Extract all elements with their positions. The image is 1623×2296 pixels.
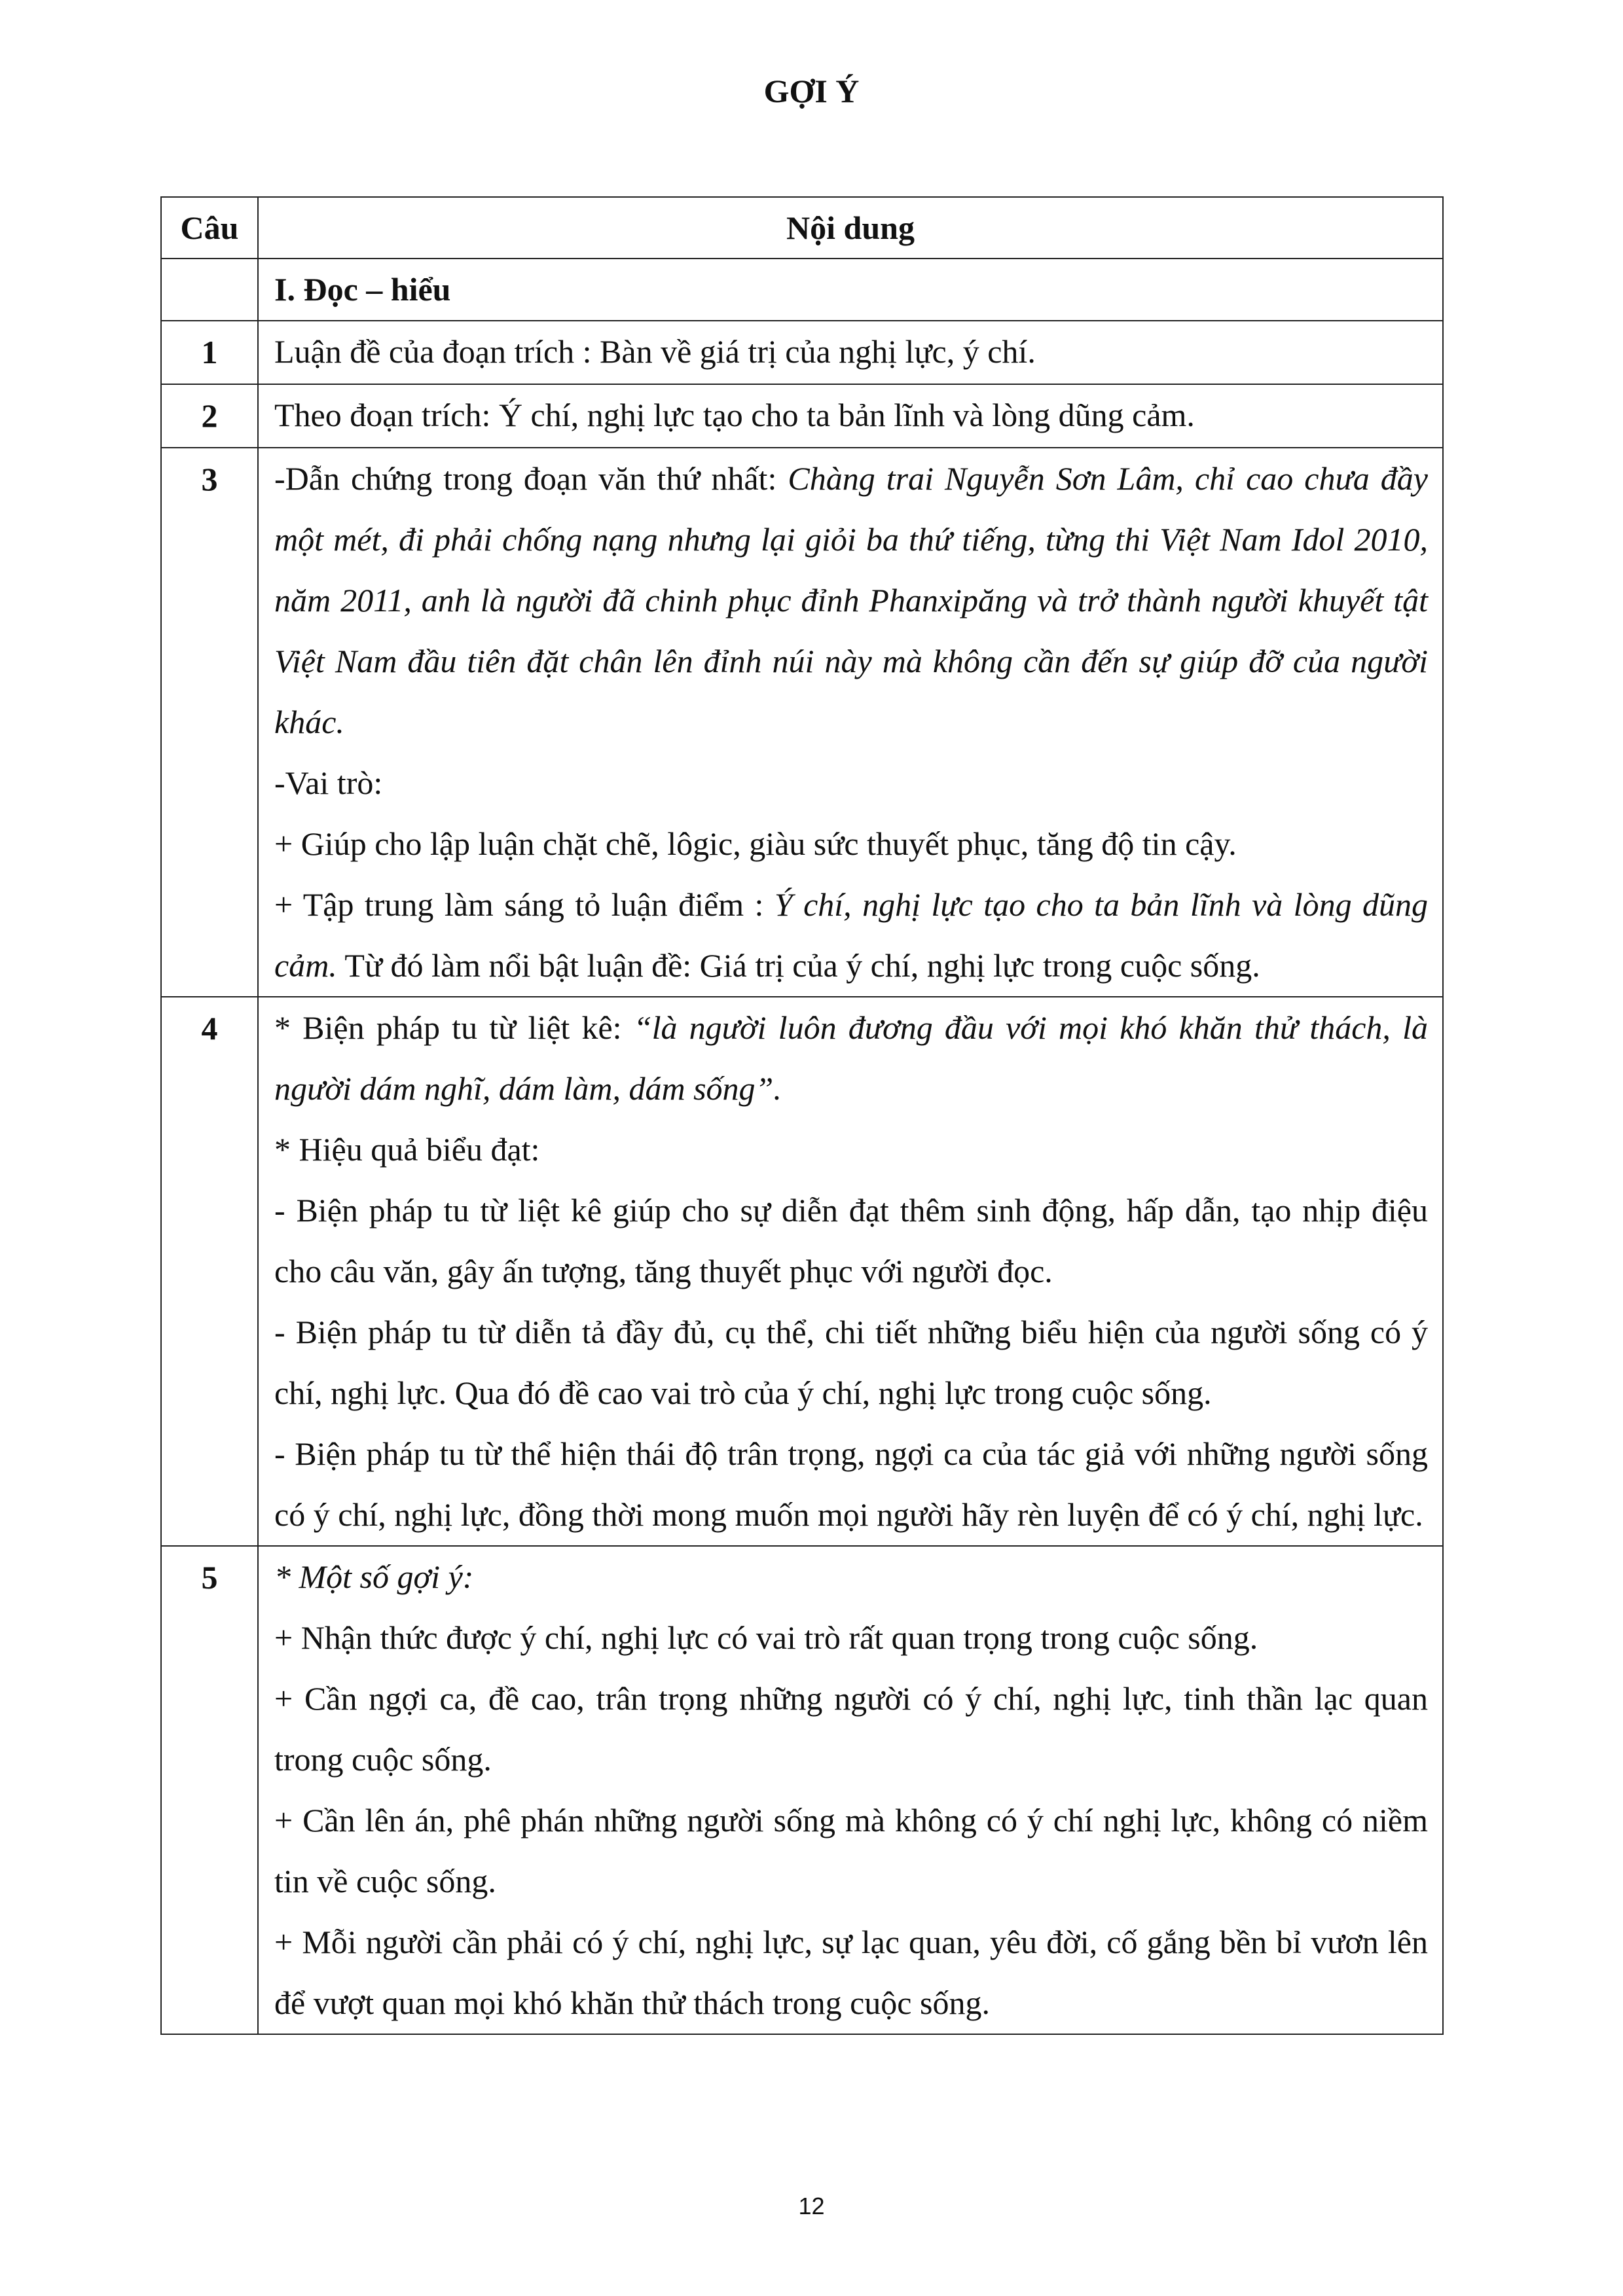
text-run: + Mỗi người cần phải có ý chí, nghị lực, sự lạc quan, yêu đời, cố gắng bền bỉ vươn lên để vượt quan mọi khó khăn thử thách trong cuộc sống. <box>274 1924 1428 2021</box>
question-number: 4 <box>161 997 258 1546</box>
answer-paragraph <box>274 1119 1428 1180</box>
question-number: 1 <box>161 321 258 384</box>
answer-paragraph <box>274 1790 1428 1912</box>
table-row <box>161 321 1443 384</box>
answer-content <box>258 1546 1443 2034</box>
table-header-row <box>161 197 1443 259</box>
question-number: 5 <box>161 1546 258 2034</box>
answer-paragraph <box>274 1424 1428 1545</box>
question-number: 2 <box>161 384 258 448</box>
table-row <box>161 997 1443 1546</box>
text-run: + Cần lên án, phê phán những người sống mà không có ý chí nghị lực, không có niềm tin về cuộc sống. <box>274 1802 1428 1899</box>
text-run: + Nhận thức được ý chí, nghị lực có vai trò rất quan trọng trong cuộc sống. <box>274 1619 1258 1656</box>
answer-paragraph <box>274 814 1428 874</box>
text-run: Từ đó làm nổi bật luận đề: Giá trị của ý chí, nghị lực trong cuộc sống. <box>337 947 1260 984</box>
answer-paragraph <box>274 1547 1428 1607</box>
answer-table <box>160 196 1444 2035</box>
page-number: 12 <box>798 2193 825 2219</box>
table-row <box>161 448 1443 997</box>
section-row <box>161 259 1443 321</box>
column-header-cau: Câu <box>161 197 258 259</box>
text-run: * Biện pháp tu từ liệt kê: <box>274 1009 634 1046</box>
answer-paragraph <box>274 448 1428 753</box>
table-row <box>161 1546 1443 2034</box>
text-run: -Dẫn chứng trong đoạn văn thứ nhất: <box>274 460 788 497</box>
text-run: Luận đề của đoạn trích : Bàn về giá trị của nghị lực, ý chí. <box>274 333 1036 370</box>
text-run: -Vai trò: <box>274 764 383 801</box>
answer-paragraph <box>274 997 1428 1119</box>
text-run: + Cần ngợi ca, đề cao, trân trọng những người có ý chí, nghị lực, tinh thần lạc quan trong cuộc sống. <box>274 1680 1428 1778</box>
answer-content <box>258 321 1443 384</box>
column-header-noi-dung: Nội dung <box>258 197 1443 259</box>
text-run: - Biện pháp tu từ diễn tả đầy đủ, cụ thể, chi tiết những biểu hiện của người sống có ý chí, nghị lực. Qua đó đề cao vai trò của ý chí, nghị lực trong cuộc sống. <box>274 1314 1428 1411</box>
answer-paragraph <box>274 1668 1428 1790</box>
section-num-cell <box>161 259 258 321</box>
italic-text: * Một số gợi ý: <box>274 1558 474 1595</box>
text-run: * Hiệu quả biểu đạt: <box>274 1131 540 1168</box>
text-run: + Tập trung làm sáng tỏ luận điểm : <box>274 886 775 923</box>
text-run: - Biện pháp tu từ thể hiện thái độ trân trọng, ngợi ca của tác giả với những người sống có ý chí, nghị lực, đồng thời mong muốn mọi người hãy rèn luyện để có ý chí, nghị lực. <box>274 1435 1428 1533</box>
section-label: I. Đọc – hiểu <box>258 259 1443 321</box>
italic-text: Chàng trai Nguyễn Sơn Lâm, chỉ cao chưa đầy một mét, đi phải chống nạng nhưng lại giỏi ba thứ tiếng, từng thi Việt Nam Idol 2010, năm 2011, anh là người đã chinh phục đỉnh Phanxipăng và trở thành người khuyết tật Việt Nam đầu tiên đặt chân lên đỉnh núi này mà không cần đến sự giúp đỡ của người khác. <box>274 460 1428 740</box>
answer-content <box>258 384 1443 448</box>
answer-paragraph <box>274 385 1428 446</box>
italic-text: Ý chí, nghị lực tạo cho ta bản lĩnh và lòng dũng cảm. <box>274 886 1428 984</box>
answer-paragraph <box>274 1302 1428 1424</box>
italic-text: “là người luôn đương đầu với mọi khó khăn thử thách, là người dám nghĩ, dám làm, dám sống”. <box>274 1009 1428 1107</box>
answer-paragraph <box>274 1180 1428 1302</box>
answer-paragraph <box>274 874 1428 996</box>
answer-paragraph <box>274 753 1428 814</box>
answer-paragraph <box>274 321 1428 382</box>
table-row <box>161 384 1443 448</box>
text-run: Theo đoạn trích: Ý chí, nghị lực tạo cho ta bản lĩnh và lòng dũng cảm. <box>274 397 1195 433</box>
answer-paragraph <box>274 1912 1428 2034</box>
page-title: GỢI Ý <box>763 73 860 109</box>
question-number: 3 <box>161 448 258 997</box>
text-run: - Biện pháp tu từ liệt kê giúp cho sự diễn đạt thêm sinh động, hấp dẫn, tạo nhịp điệu cho câu văn, gây ấn tượng, tăng thuyết phục với người đọc. <box>274 1192 1428 1289</box>
answer-content <box>258 997 1443 1546</box>
answer-paragraph <box>274 1607 1428 1668</box>
text-run: + Giúp cho lập luận chặt chẽ, lôgic, giàu sức thuyết phục, tăng độ tin cậy. <box>274 825 1237 862</box>
answer-content <box>258 448 1443 997</box>
